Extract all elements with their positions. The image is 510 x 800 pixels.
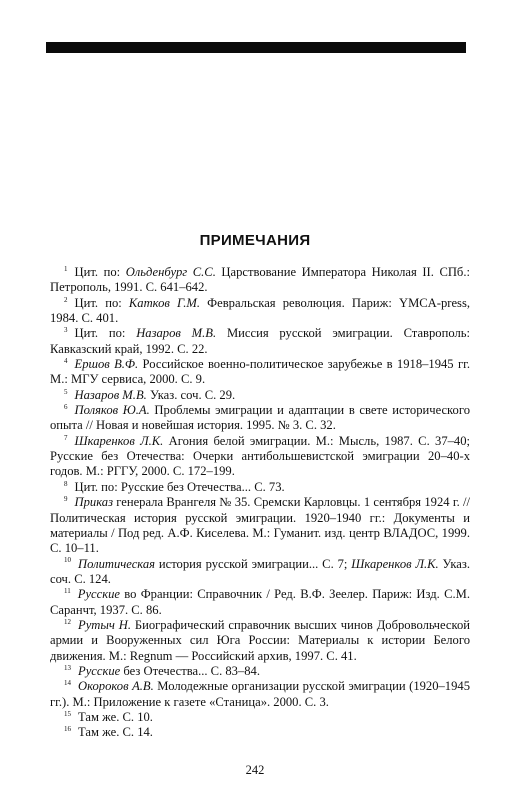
note-number: 12 xyxy=(64,617,71,626)
note-number: 14 xyxy=(64,679,71,688)
note-5 xyxy=(50,388,470,403)
note-number: 10 xyxy=(64,556,71,565)
note-number: 4 xyxy=(64,356,68,365)
note-14 xyxy=(50,679,470,710)
note-text: Русские без Отечества... С. 73. xyxy=(120,479,285,494)
note-text-2: Указ. соч. С. 124. xyxy=(50,556,471,586)
note-prefix: Цит. по: xyxy=(74,295,129,310)
note-12 xyxy=(50,618,470,664)
note-10 xyxy=(50,557,470,588)
note-number: 13 xyxy=(64,663,71,672)
note-number: 1 xyxy=(64,264,68,273)
top-rule xyxy=(46,42,466,53)
note-number: 6 xyxy=(64,402,68,411)
note-prefix: Цит. по: xyxy=(74,265,126,279)
note-author: Ольденбург С.С. xyxy=(125,265,216,279)
note-number: 16 xyxy=(64,725,71,734)
note-6 xyxy=(50,403,470,434)
note-text: Агония белой эмиграции. М.: Мысль, 1987. С. 37–40; Русские без Отечества: Очерки антибольшевистской эмиграции 20–40-х годов. М.: РГГУ, 2000. С. 172–199. xyxy=(50,433,471,479)
note-13 xyxy=(50,664,470,679)
notes-list xyxy=(50,265,470,741)
note-author: Рутыч Н. xyxy=(78,617,132,632)
note-prefix: Там же. С. 10. xyxy=(78,709,153,724)
note-prefix: Цит. по: xyxy=(74,479,121,494)
note-author: Ершов В.Ф. xyxy=(74,357,139,372)
note-2 xyxy=(50,296,470,327)
note-text: Биографический справочник высших чинов Добровольческой армии и Вооруженных сил Юга России: Материалы к истории Белого движения. М.: Regnum — Российский архив, 1997. С. 41. xyxy=(50,617,470,663)
note-prefix: Цит. по: xyxy=(74,326,137,341)
note-text: Проблемы эмиграции и адаптации в свете исторического опыта // Новая и новейшая история. 1995. № 3. С. 32. xyxy=(50,403,470,433)
note-text: Миссия русской эмиграции. Ставрополь: Кавказский край, 1992. С. 22. xyxy=(50,326,470,356)
note-author: Катков Г.М. xyxy=(128,295,201,310)
note-1 xyxy=(50,265,470,296)
note-text: Указ. соч. С. 29. xyxy=(146,387,236,402)
note-author: Русские xyxy=(77,587,120,602)
note-4 xyxy=(50,357,470,388)
note-author: Политическая xyxy=(78,556,156,571)
note-author: Приказ xyxy=(74,495,113,510)
note-prefix: Там же. С. 14. xyxy=(78,725,153,740)
note-author-2: Шкаренков Л.К. xyxy=(351,556,439,571)
note-9 xyxy=(50,495,470,556)
note-7 xyxy=(50,434,470,480)
note-number: 5 xyxy=(64,387,68,396)
note-text: история русской эмиграции... С. 7; xyxy=(155,556,352,571)
note-author: Назаров М.В. xyxy=(136,326,217,341)
note-16 xyxy=(50,725,470,740)
note-number: 3 xyxy=(64,326,68,335)
note-11 xyxy=(50,587,470,618)
note-8 xyxy=(50,480,470,495)
page-number: 242 xyxy=(245,763,265,777)
note-author: Окороков А.В. xyxy=(78,679,154,694)
note-text: Февральская революция. Париж: YMCA-press, 1984. С. 401. xyxy=(50,295,470,326)
note-number: 9 xyxy=(64,494,68,503)
section-heading: ПРИМЕЧАНИЯ xyxy=(199,232,311,249)
note-text: Молодежные организации русской эмиграции (1920–1945 гг.). М.: Приложение к газете «Станица». 2000. С. 3. xyxy=(50,679,470,709)
note-number: 7 xyxy=(64,433,68,442)
note-text: Царствование Императора Николая II. СПб.: Петрополь, 1991. С. 641–642. xyxy=(50,265,470,295)
note-15 xyxy=(50,710,470,725)
note-text: Российское военно-политическое зарубежье в 1918–1945 гг. М.: МГУ сервиса, 2000. С. 9. xyxy=(50,357,470,387)
note-number: 11 xyxy=(64,587,71,596)
note-author: Поляков Ю.А. xyxy=(74,403,150,418)
note-3 xyxy=(50,326,470,357)
note-number: 15 xyxy=(64,709,71,718)
note-author: Назаров М.В. xyxy=(74,387,147,402)
note-text: без Отечества... С. 83–84. xyxy=(120,663,261,678)
note-author: Шкаренков Л.К. xyxy=(74,433,164,448)
note-number: 8 xyxy=(64,479,68,488)
note-number: 2 xyxy=(64,295,68,304)
note-text: генерала Врангеля № 35. Сремски Карловцы. 1 сентября 1924 г. // Политическая история русской эмиграции. 1920–1940 гг.: Документы и материалы / Под ред. А.Ф. Киселева. М.: Гуманит. изд. центр ВЛАДОС, 1999. С. 10–11. xyxy=(50,495,470,556)
note-text: во Франции: Справочник / Ред. В.Ф. Зеелер. Париж: Изд. С.М. Саранчт, 1937. С. 86. xyxy=(50,587,470,617)
note-author: Русские xyxy=(78,663,121,678)
